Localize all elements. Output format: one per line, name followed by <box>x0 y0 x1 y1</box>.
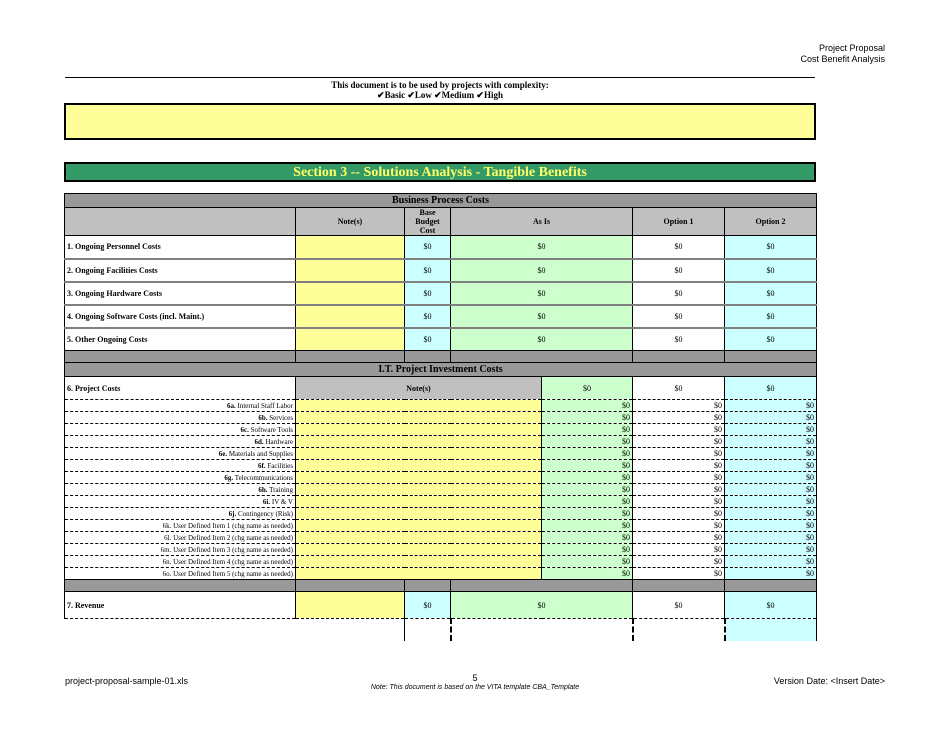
option-2-value: $0 <box>725 460 817 472</box>
project-cost-item-row <box>65 496 817 508</box>
option-1-value: $0 <box>633 412 725 424</box>
project-cost-item-row <box>65 532 817 544</box>
as-is-value: $0 <box>542 484 633 496</box>
as-is-value: $0 <box>542 496 633 508</box>
as-is-value: $0 <box>542 568 633 580</box>
row-label: 2. Ongoing Facilities Costs <box>65 259 296 282</box>
benefits-table <box>64 193 817 641</box>
option-2-value: $0 <box>725 328 817 351</box>
as-is-value: $0 <box>542 508 633 520</box>
item-code: 6e. <box>218 449 228 458</box>
header-base-budget: Base Budget Cost <box>405 208 451 236</box>
project-cost-item-row <box>65 484 817 496</box>
option-2-value: $0 <box>725 532 817 544</box>
item-name: IV & V <box>271 497 293 506</box>
as-is-value: $0 <box>542 520 633 532</box>
as-is-value: $0 <box>542 472 633 484</box>
header-title: Project Proposal <box>818 43 885 53</box>
spacer-cell <box>725 351 817 363</box>
option-2-value: $0 <box>725 484 817 496</box>
spacer-cell <box>405 580 451 592</box>
as-is-value: $0 <box>542 436 633 448</box>
as-is-value: $0 <box>542 377 633 400</box>
item-label <box>65 424 296 436</box>
header-divider <box>65 77 815 78</box>
option-1-value: $0 <box>633 328 725 351</box>
project-cost-item-row <box>65 424 817 436</box>
item-name: 6m. User Defined Item 3 (chg name as needed) <box>160 545 293 554</box>
option-2-value: $0 <box>725 436 817 448</box>
item-label <box>65 448 296 460</box>
spacer-row <box>65 351 817 363</box>
item-name: Contingency (Risk) <box>237 509 293 518</box>
option-1-value: $0 <box>633 282 725 305</box>
base-budget-value: $0 <box>405 282 451 305</box>
option-1-value: $0 <box>633 508 725 520</box>
as-is-value: $0 <box>542 544 633 556</box>
as-is-value: $0 <box>451 282 633 305</box>
option-2-value: $0 <box>725 412 817 424</box>
project-cost-item-row <box>65 520 817 532</box>
option-1-value: $0 <box>633 460 725 472</box>
option-1-value: $0 <box>633 448 725 460</box>
spacer-cell <box>65 580 296 592</box>
document-header <box>800 43 885 65</box>
item-code: 6j. <box>228 509 237 518</box>
spacer-row <box>65 580 817 592</box>
item-name: 6k. User Defined Item 1 (chg name as needed) <box>162 521 293 530</box>
option-2-value: $0 <box>725 448 817 460</box>
item-label <box>65 556 296 568</box>
item-name: Materials and Supplies <box>228 449 293 458</box>
option-1-value: $0 <box>633 236 725 259</box>
as-is-value: $0 <box>451 305 633 328</box>
option-1-value: $0 <box>633 592 725 619</box>
notes-input[interactable] <box>296 328 405 351</box>
item-label <box>65 400 296 412</box>
project-cost-item-row <box>65 400 817 412</box>
notes-input[interactable] <box>296 532 542 544</box>
option-1-value: $0 <box>633 377 725 400</box>
business-costs-band <box>65 194 817 208</box>
notes-input[interactable] <box>296 236 405 259</box>
notes-input[interactable] <box>296 556 542 568</box>
header-option-2: Option 2 <box>725 208 817 236</box>
notes-input[interactable] <box>296 508 542 520</box>
empty-cell <box>451 619 633 641</box>
item-code: 6f. <box>257 461 266 470</box>
item-name: Training <box>269 485 293 494</box>
empty-cell <box>633 619 725 641</box>
spacer-cell <box>65 351 296 363</box>
option-1-value: $0 <box>633 400 725 412</box>
as-is-value: $0 <box>542 412 633 424</box>
base-budget-value: $0 <box>405 236 451 259</box>
notes-input[interactable] <box>296 520 542 532</box>
item-label <box>65 532 296 544</box>
item-label <box>65 472 296 484</box>
notes-input[interactable] <box>296 400 542 412</box>
item-label <box>65 484 296 496</box>
option-1-value: $0 <box>633 472 725 484</box>
project-cost-item-row <box>65 412 817 424</box>
notes-input[interactable] <box>296 259 405 282</box>
revenue-row <box>65 592 817 619</box>
item-name: Facilities <box>267 461 293 470</box>
spacer-cell <box>405 351 451 363</box>
option-1-value: $0 <box>633 556 725 568</box>
as-is-value: $0 <box>451 328 633 351</box>
project-cost-item-row <box>65 460 817 472</box>
notes-input[interactable] <box>296 282 405 305</box>
row-label: 1. Ongoing Personnel Costs <box>65 236 296 259</box>
item-label <box>65 544 296 556</box>
option-2-value: $0 <box>725 305 817 328</box>
item-name: Software Tools <box>250 425 293 434</box>
option-1-value: $0 <box>633 424 725 436</box>
item-name: Internal Staff Labor <box>237 401 293 410</box>
header-subtitle: Cost Benefit Analysis <box>800 54 885 64</box>
item-name: 6o. User Defined Item 5 (chg name as needed) <box>162 569 293 578</box>
header-blank <box>65 208 296 236</box>
option-2-value: $0 <box>725 496 817 508</box>
empty-cell <box>405 619 451 641</box>
spacer-cell <box>451 351 633 363</box>
option-2-value: $0 <box>725 544 817 556</box>
option-1-value: $0 <box>633 532 725 544</box>
option-2-value: $0 <box>725 508 817 520</box>
as-is-value: $0 <box>451 259 633 282</box>
option-1-value: $0 <box>633 496 725 508</box>
complexity-input-box[interactable] <box>64 103 816 140</box>
option-2-value: $0 <box>725 236 817 259</box>
header-option-1: Option 1 <box>633 208 725 236</box>
option-2-value: $0 <box>725 377 817 400</box>
option-1-value: $0 <box>633 305 725 328</box>
option-1-value: $0 <box>633 259 725 282</box>
item-name: 6l. User Defined Item 2 (chg name as needed) <box>164 533 293 542</box>
item-label <box>65 460 296 472</box>
item-label <box>65 508 296 520</box>
as-is-value: $0 <box>542 556 633 568</box>
option-2-value: $0 <box>725 282 817 305</box>
row-label: 7. Revenue <box>65 592 296 619</box>
option-2-value: $0 <box>725 424 817 436</box>
spacer-cell <box>725 580 817 592</box>
business-cost-row <box>65 305 817 328</box>
footer-filename: project-proposal-sample-01.xls <box>65 676 189 686</box>
row-label: 6. Project Costs <box>65 377 296 400</box>
option-1-value: $0 <box>633 568 725 580</box>
footer-center <box>320 673 630 693</box>
as-is-value: $0 <box>542 424 633 436</box>
complexity-line-2: ✔Basic ✔Low ✔Medium ✔High <box>377 90 503 100</box>
notes-input[interactable] <box>296 424 542 436</box>
business-cost-row <box>65 259 817 282</box>
notes-input[interactable] <box>296 484 542 496</box>
notes-input[interactable] <box>296 496 542 508</box>
project-cost-item-row <box>65 436 817 448</box>
project-cost-item-row <box>65 568 817 580</box>
as-is-value: $0 <box>542 400 633 412</box>
item-name: Telecommunications <box>234 473 293 482</box>
footer-version-date: Version Date: <Insert Date> <box>773 676 885 686</box>
as-is-value: $0 <box>451 236 633 259</box>
notes-header: Note(s) <box>296 377 542 400</box>
notes-input[interactable] <box>296 448 542 460</box>
item-code: 6d. <box>254 437 264 446</box>
option-2-value: $0 <box>725 400 817 412</box>
project-cost-item-row <box>65 472 817 484</box>
option-2-value: $0 <box>725 568 817 580</box>
item-label <box>65 436 296 448</box>
notes-input[interactable] <box>296 544 542 556</box>
item-label <box>65 412 296 424</box>
complexity-note <box>65 80 815 100</box>
item-label <box>65 496 296 508</box>
spacer-cell <box>633 351 725 363</box>
item-label <box>65 568 296 580</box>
notes-input[interactable] <box>296 305 405 328</box>
item-code: 6b. <box>258 413 268 422</box>
section-title: Section 3 -- Solutions Analysis - Tangible Benefits <box>64 162 816 182</box>
notes-input[interactable] <box>296 472 542 484</box>
complexity-line-1: This document is to be used by projects with complexity: <box>331 80 549 90</box>
base-budget-value: $0 <box>405 592 451 619</box>
base-budget-value: $0 <box>405 305 451 328</box>
header-notes: Note(s) <box>296 208 405 236</box>
empty-cell <box>725 619 817 641</box>
row-label: 5. Other Ongoing Costs <box>65 328 296 351</box>
project-cost-item-row <box>65 556 817 568</box>
header-as-is: As Is <box>451 208 633 236</box>
project-cost-item-row <box>65 544 817 556</box>
page-number: 5 <box>472 673 478 683</box>
notes-input[interactable] <box>296 592 405 619</box>
as-is-value: $0 <box>451 592 633 619</box>
row-label: 4. Ongoing Software Costs (incl. Maint.) <box>65 305 296 328</box>
benefits-table-container <box>64 193 816 641</box>
item-code: 6g. <box>224 473 234 482</box>
business-cost-row <box>65 282 817 305</box>
empty-cell <box>65 619 296 641</box>
option-1-value: $0 <box>633 484 725 496</box>
project-cost-item-row <box>65 508 817 520</box>
business-cost-row <box>65 328 817 351</box>
item-name: Hardware <box>265 437 293 446</box>
notes-input[interactable] <box>296 412 542 424</box>
notes-input[interactable] <box>296 460 542 472</box>
item-code: 6i. <box>262 497 271 506</box>
business-header-row <box>65 208 817 236</box>
template-note: Note: This document is based on the VITA template CBA_Template <box>370 684 580 691</box>
spacer-cell <box>451 580 633 592</box>
item-label <box>65 520 296 532</box>
as-is-value: $0 <box>542 532 633 544</box>
option-1-value: $0 <box>633 436 725 448</box>
item-code: 6h. <box>258 485 268 494</box>
it-costs-title: I.T. Project Investment Costs <box>65 363 817 377</box>
option-2-value: $0 <box>725 520 817 532</box>
empty-cell <box>296 619 405 641</box>
row-label: 3. Ongoing Hardware Costs <box>65 282 296 305</box>
notes-input[interactable] <box>296 436 542 448</box>
item-name: Services <box>269 413 293 422</box>
trailing-row <box>65 619 817 641</box>
notes-input[interactable] <box>296 568 542 580</box>
option-2-value: $0 <box>725 259 817 282</box>
project-cost-item-row <box>65 448 817 460</box>
project-costs-row <box>65 377 817 400</box>
option-1-value: $0 <box>633 544 725 556</box>
option-2-value: $0 <box>725 556 817 568</box>
item-code: 6a. <box>227 401 236 410</box>
item-name: 6n. User Defined Item 4 (chg name as needed) <box>162 557 293 566</box>
option-2-value: $0 <box>725 592 817 619</box>
as-is-value: $0 <box>542 448 633 460</box>
option-2-value: $0 <box>725 472 817 484</box>
spacer-cell <box>296 580 405 592</box>
business-costs-title: Business Process Costs <box>65 194 817 208</box>
as-is-value: $0 <box>542 460 633 472</box>
base-budget-value: $0 <box>405 328 451 351</box>
option-1-value: $0 <box>633 520 725 532</box>
it-costs-band <box>65 363 817 377</box>
spacer-cell <box>633 580 725 592</box>
spacer-cell <box>296 351 405 363</box>
base-budget-value: $0 <box>405 259 451 282</box>
business-cost-row <box>65 236 817 259</box>
item-code: 6c. <box>240 425 249 434</box>
